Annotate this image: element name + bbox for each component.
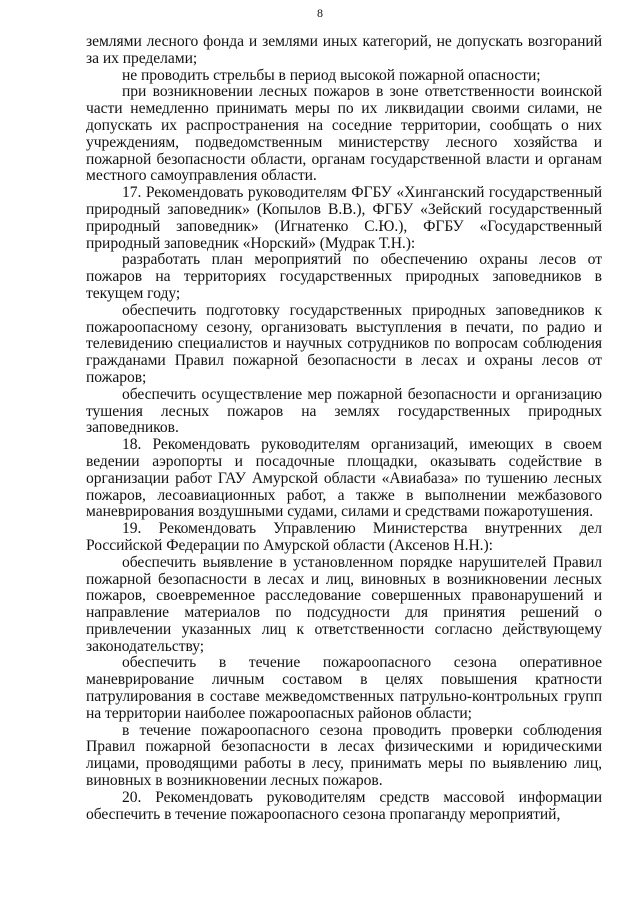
- paragraph: обеспечить в течение пожароопасного сезона оперативное маневрирование личным составом в целях повышения кратности патрулирования в составе межведомственных патрульно-контрольных групп на территории наиболее пожароопасных районов области;: [86, 654, 602, 722]
- paragraph: обеспечить осуществление мер пожарной безопасности и организацию тушения лесных пожаров на землях государственных природных заповедников.: [86, 385, 602, 437]
- paragraph: обеспечить подготовку государственных природных заповедников к пожароопасному сезону, организовать выступления в печати, по радио и телевидению специалистов и научных сотрудников по вопросам соблюдения гражданами Правил пожарной безопасности в лесах и охраны лесов от пожаров;: [86, 301, 602, 386]
- paragraph: 19. Рекомендовать Управлению Министерства внутренних дел Российской Федерации по Амурской области (Аксенов Н.Н.):: [86, 520, 602, 554]
- paragraph: в течение пожароопасного сезона проводить проверки соблюдения Правил пожарной безопасности в лесах физическими и юридическими лицами, проводящими работы в лесу, принимать меры по выявлению лиц, виновных в возникновении лесных пожаров.: [86, 721, 602, 790]
- paragraph: 18. Рекомендовать руководителям организаций, имеющих в своем ведении аэропорты и посадочные площадки, оказывать содействие в организации работ ГАУ Амурской области «Авиабаза» по тушению лесных пожаров, лесоавиационных работ, а также в выполнении межбазового маневрирования воздушными судами, силами и средствами пожаротушения.: [86, 436, 602, 521]
- document-body: [86, 34, 602, 823]
- paragraph: не проводить стрельбы в период высокой пожарной опасности;: [122, 66, 541, 84]
- paragraph: 20. Рекомендовать руководителям средств массовой информации обеспечить в течение пожароопасного сезона пропаганду мероприятий,: [86, 788, 602, 823]
- paragraph: разработать план мероприятий по обеспечению охраны лесов от пожаров на территориях государственных природных заповедников в текущем году;: [86, 251, 602, 302]
- paragraph: землями лесного фонда и землями иных категорий, не допускать возгораний за их пределами;: [86, 33, 602, 67]
- paragraph: 17. Рекомендовать руководителям ФГБУ «Хинганский государственный природный заповедник» (Копылов В.В.), ФГБУ «Зейский государственный природный заповедник» (Игнатенко С.Ю.), ФГБУ «Государственный природный заповедник «Норский» (Мудрак Т.Н.):: [86, 184, 602, 252]
- paragraph: обеспечить выявление в установленном порядке нарушителей Правил пожарной безопасности в лесах и лиц, виновных в возникновении лесных пожаров, своевременное расследование совершенных правонарушений и направление материалов по подсудности для принятия решений о привлечении указанных лиц к ответственности согласно действующему законодательству;: [86, 553, 602, 655]
- paragraph: при возникновении лесных пожаров в зоне ответственности воинской части немедленно принимать меры по их ликвидации своими силами, не допускать их распространения на соседние территории, сообщать о них учреждениям, подведомственным министерству лесного хозяйства и пожарной безопасности области, органам государственной власти и органам местного самоуправления области.: [86, 83, 602, 185]
- page-number: 8: [317, 6, 323, 20]
